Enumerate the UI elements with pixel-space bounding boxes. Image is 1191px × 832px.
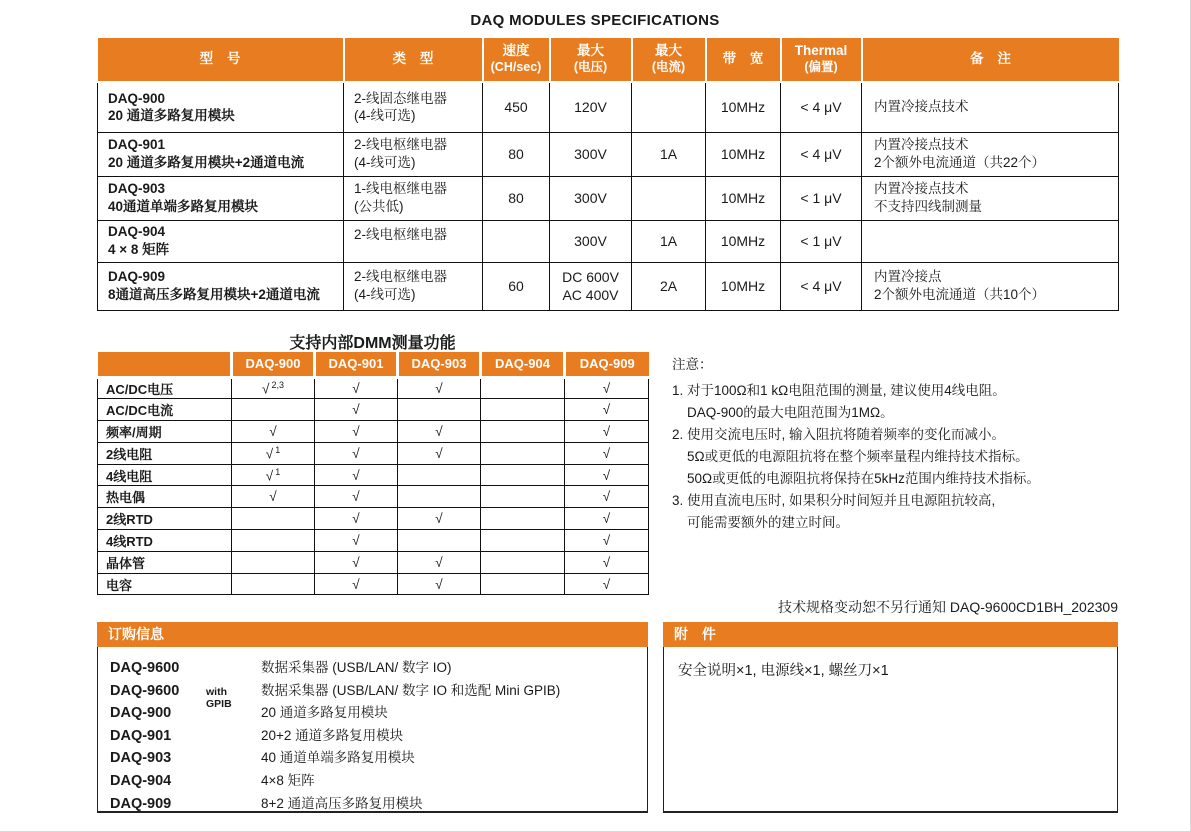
dmm-row-label: AC/DC电压: [98, 377, 232, 399]
dmm-row-label: 电容: [98, 573, 232, 595]
check-cell: [481, 508, 565, 530]
order-desc: 4×8 矩阵: [261, 772, 315, 788]
col-header-max-current: 最大 (电流): [632, 38, 706, 82]
check-cell: √: [232, 486, 315, 508]
dmm-col-daq901: DAQ-901: [315, 352, 398, 377]
list-item: [110, 724, 647, 747]
note-line: DAQ-900的最大电阻范围为1MΩ。: [687, 405, 894, 420]
order-model: DAQ-904: [110, 772, 172, 789]
check-cell: √: [315, 508, 398, 530]
note-line: 5Ω或更低的电源阻抗将在整个频率量程内维持技术指标。: [687, 449, 1029, 464]
check-cell: √: [315, 377, 398, 399]
dmm-row-label: 热电偶: [98, 486, 232, 508]
note-line: 可能需要额外的建立时间。: [687, 515, 849, 530]
check-cell: [398, 530, 481, 552]
check-cell: √: [565, 421, 649, 443]
model-cell: DAQ-901 20 通道多路复用模块+2通道电流: [98, 132, 344, 176]
order-desc: 数据采集器 (USB/LAN/ 数字 IO 和选配 Mini GPIB): [261, 682, 561, 698]
check-cell: √: [565, 486, 649, 508]
check-cell: √: [315, 530, 398, 552]
check-cell: √: [315, 486, 398, 508]
dmm-row-label: 晶体管: [98, 551, 232, 573]
list-item: [110, 792, 647, 815]
dmm-row: [98, 464, 649, 486]
order-desc: 数据采集器 (USB/LAN/ 数字 IO): [261, 660, 452, 675]
ordering-info-header: 订购信息: [97, 622, 648, 647]
notes-cell: 内置冷接点技术 2个额外电流通道（共22个）: [862, 132, 1119, 176]
max-voltage-cell: DC 600V AC 400V: [550, 262, 632, 310]
bandwidth-cell: 10MHz: [706, 262, 781, 310]
max-current-cell: [632, 176, 706, 220]
speed-cell: 60: [483, 262, 550, 310]
table-row: [98, 220, 1119, 262]
accessories-box: [663, 622, 1118, 813]
order-desc: 20 通道多路复用模块: [261, 705, 388, 721]
check-cell: √ $^1$: [232, 442, 315, 464]
order-desc: 8+2 通道高压多路复用模块: [261, 795, 423, 811]
note-line: 2. 使用交流电压时, 输入阻抗将随着频率的变化而减小。: [672, 427, 1006, 442]
page-title: DAQ MODULES SPECIFICATIONS: [470, 12, 720, 29]
dmm-row-label: AC/DC电流: [98, 399, 232, 421]
table-row: [98, 82, 1119, 132]
dmm-row: [98, 573, 649, 595]
list-item: [110, 701, 647, 724]
check-cell: √: [565, 508, 649, 530]
dmm-row-label: 2线电阻: [98, 442, 232, 464]
model-cell: DAQ-909 8通道高压多路复用模块+2通道电流: [98, 262, 344, 310]
order-model-suffix: with GPIB: [206, 685, 232, 710]
check-cell: [481, 377, 565, 399]
thermal-cell: < 4 μV: [781, 132, 862, 176]
check-cell: √: [398, 421, 481, 443]
check-cell: [398, 399, 481, 421]
notes-cell: 内置冷接点技术: [862, 82, 1119, 132]
thermal-cell: < 4 μV: [781, 82, 862, 132]
type-cell: 2-线电枢继电器 (4-线可选): [344, 262, 483, 310]
check-cell: √: [232, 421, 315, 443]
order-model: DAQ-909: [110, 795, 172, 812]
dmm-row: [98, 551, 649, 573]
check-cell: [232, 399, 315, 421]
spec-table: [97, 38, 1119, 311]
dmm-col-daq909: DAQ-909: [565, 352, 649, 377]
max-current-cell: 1A: [632, 132, 706, 176]
col-header-bandwidth: 带 宽: [706, 38, 781, 82]
table-row: [98, 176, 1119, 220]
dmm-row-label: 2线RTD: [98, 508, 232, 530]
order-model: DAQ-9600: [110, 660, 180, 676]
col-header-thermal: Thermal (偏置): [781, 38, 862, 82]
notes-section: [672, 354, 1142, 534]
check-cell: √: [565, 551, 649, 573]
col-header-model: 型 号: [98, 38, 344, 82]
check-cell: [481, 442, 565, 464]
order-desc: 40 通道单端多路复用模块: [261, 750, 415, 766]
bandwidth-cell: 10MHz: [706, 132, 781, 176]
check-cell: √: [398, 573, 481, 595]
speed-cell: 80: [483, 176, 550, 220]
check-cell: [232, 508, 315, 530]
check-cell: √: [398, 442, 481, 464]
list-item: [110, 746, 647, 769]
check-cell: [398, 464, 481, 486]
dmm-header-row: [98, 352, 649, 377]
check-cell: √: [315, 399, 398, 421]
note-line: 50Ω或更低的电源阻抗将保持在5kHz范围内维持技术指标。: [687, 471, 1040, 486]
thermal-cell: < 4 μV: [781, 262, 862, 310]
check-cell: √ $^1$: [232, 464, 315, 486]
type-cell: 2-线电枢继电器: [344, 220, 483, 262]
check-cell: [481, 464, 565, 486]
model-cell: DAQ-900 20 通道多路复用模块: [98, 82, 344, 132]
check-cell: [481, 421, 565, 443]
dmm-row: [98, 421, 649, 443]
dmm-row-label: 4线RTD: [98, 530, 232, 552]
bandwidth-cell: 10MHz: [706, 176, 781, 220]
check-cell: √: [315, 573, 398, 595]
check-cell: √: [315, 442, 398, 464]
check-cell: √: [398, 377, 481, 399]
max-voltage-cell: 300V: [550, 132, 632, 176]
check-cell: [398, 486, 481, 508]
accessories-content: 安全说明×1, 电源线×1, 螺丝刀×1: [678, 663, 889, 679]
check-cell: [481, 399, 565, 421]
dmm-col-daq904: DAQ-904: [481, 352, 565, 377]
col-header-max-voltage: 最大 (电压): [550, 38, 632, 82]
check-cell: √: [565, 530, 649, 552]
spec-header-row: [98, 38, 1119, 82]
dmm-col-daq903: DAQ-903: [398, 352, 481, 377]
type-cell: 2-线电枢继电器 (4-线可选): [344, 132, 483, 176]
check-cell: √: [565, 377, 649, 399]
check-cell: √: [315, 464, 398, 486]
check-cell: √: [315, 551, 398, 573]
check-cell: √: [398, 508, 481, 530]
check-cell: √: [565, 442, 649, 464]
dmm-row: [98, 530, 649, 552]
dmm-table: [97, 352, 649, 595]
dmm-table-title: 支持内部DMM测量功能: [289, 335, 456, 352]
ordering-info-box: [97, 622, 648, 813]
type-cell: 1-线电枢继电器 (公共低): [344, 176, 483, 220]
notes-cell: 内置冷接点 2个额外电流通道（共10个）: [862, 262, 1119, 310]
check-cell: √: [315, 421, 398, 443]
dmm-row: [98, 399, 649, 421]
dmm-row: [98, 377, 649, 399]
speed-cell: 450: [483, 82, 550, 132]
max-voltage-cell: 120V: [550, 82, 632, 132]
dmm-col-daq900: DAQ-900: [232, 352, 315, 377]
note-line: 1. 对于100Ω和1 kΩ电阻范围的测量, 建议使用4线电阻。: [672, 383, 1006, 398]
spec-change-notice: 技术规格变动恕不另行通知 DAQ-9600CD1BH_202309: [778, 599, 1118, 615]
list-item: [110, 656, 647, 679]
check-cell: √: [565, 399, 649, 421]
dmm-row-label: 4线电阻: [98, 464, 232, 486]
check-cell: [481, 486, 565, 508]
speed-cell: 80: [483, 132, 550, 176]
check-cell: [481, 551, 565, 573]
max-current-cell: 2A: [632, 262, 706, 310]
notes-cell: 内置冷接点技术 不支持四线制测量: [862, 176, 1119, 220]
check-cell: √: [565, 464, 649, 486]
max-voltage-cell: 300V: [550, 220, 632, 262]
dmm-row: [98, 442, 649, 464]
col-header-notes: 备 注: [862, 38, 1119, 82]
order-model: DAQ-900: [110, 705, 172, 722]
check-cell: √ $^{2,3}$: [232, 377, 315, 399]
order-model: DAQ-9600: [110, 682, 180, 699]
check-cell: [481, 530, 565, 552]
list-item: [110, 769, 647, 792]
dmm-row: [98, 508, 649, 530]
notes-cell: [862, 220, 1119, 262]
max-current-cell: 1A: [632, 220, 706, 262]
col-header-speed: 速度 (CH/sec): [483, 38, 550, 82]
order-model: DAQ-901: [110, 727, 172, 744]
thermal-cell: < 1 μV: [781, 220, 862, 262]
model-cell: DAQ-903 40通道单端多路复用模块: [98, 176, 344, 220]
col-header-type: 类 型: [344, 38, 483, 82]
max-voltage-cell: 300V: [550, 176, 632, 220]
dmm-corner-cell: [98, 352, 232, 377]
speed-cell: [483, 220, 550, 262]
bandwidth-cell: 10MHz: [706, 220, 781, 262]
check-cell: [232, 573, 315, 595]
check-cell: [232, 530, 315, 552]
model-cell: DAQ-904 4 × 8 矩阵: [98, 220, 344, 262]
note-line: 3. 使用直流电压时, 如果积分时间短并且电源阻抗较高,: [672, 493, 996, 508]
table-row: [98, 132, 1119, 176]
check-cell: [232, 551, 315, 573]
order-model: DAQ-903: [110, 750, 172, 767]
max-current-cell: [632, 82, 706, 132]
table-row: [98, 262, 1119, 310]
bandwidth-cell: 10MHz: [706, 82, 781, 132]
check-cell: [481, 573, 565, 595]
dmm-row: [98, 486, 649, 508]
order-desc: 20+2 通道多路复用模块: [261, 727, 404, 743]
thermal-cell: < 1 μV: [781, 176, 862, 220]
notes-heading: 注意：: [672, 357, 713, 372]
dmm-row-label: 频率/周期: [98, 421, 232, 443]
check-cell: √: [398, 551, 481, 573]
ordering-info-body: [98, 647, 647, 814]
type-cell: 2-线固态继电器 (4-线可选): [344, 82, 483, 132]
check-cell: √: [565, 573, 649, 595]
accessories-header: 附 件: [663, 622, 1118, 647]
list-item: [110, 679, 647, 710]
